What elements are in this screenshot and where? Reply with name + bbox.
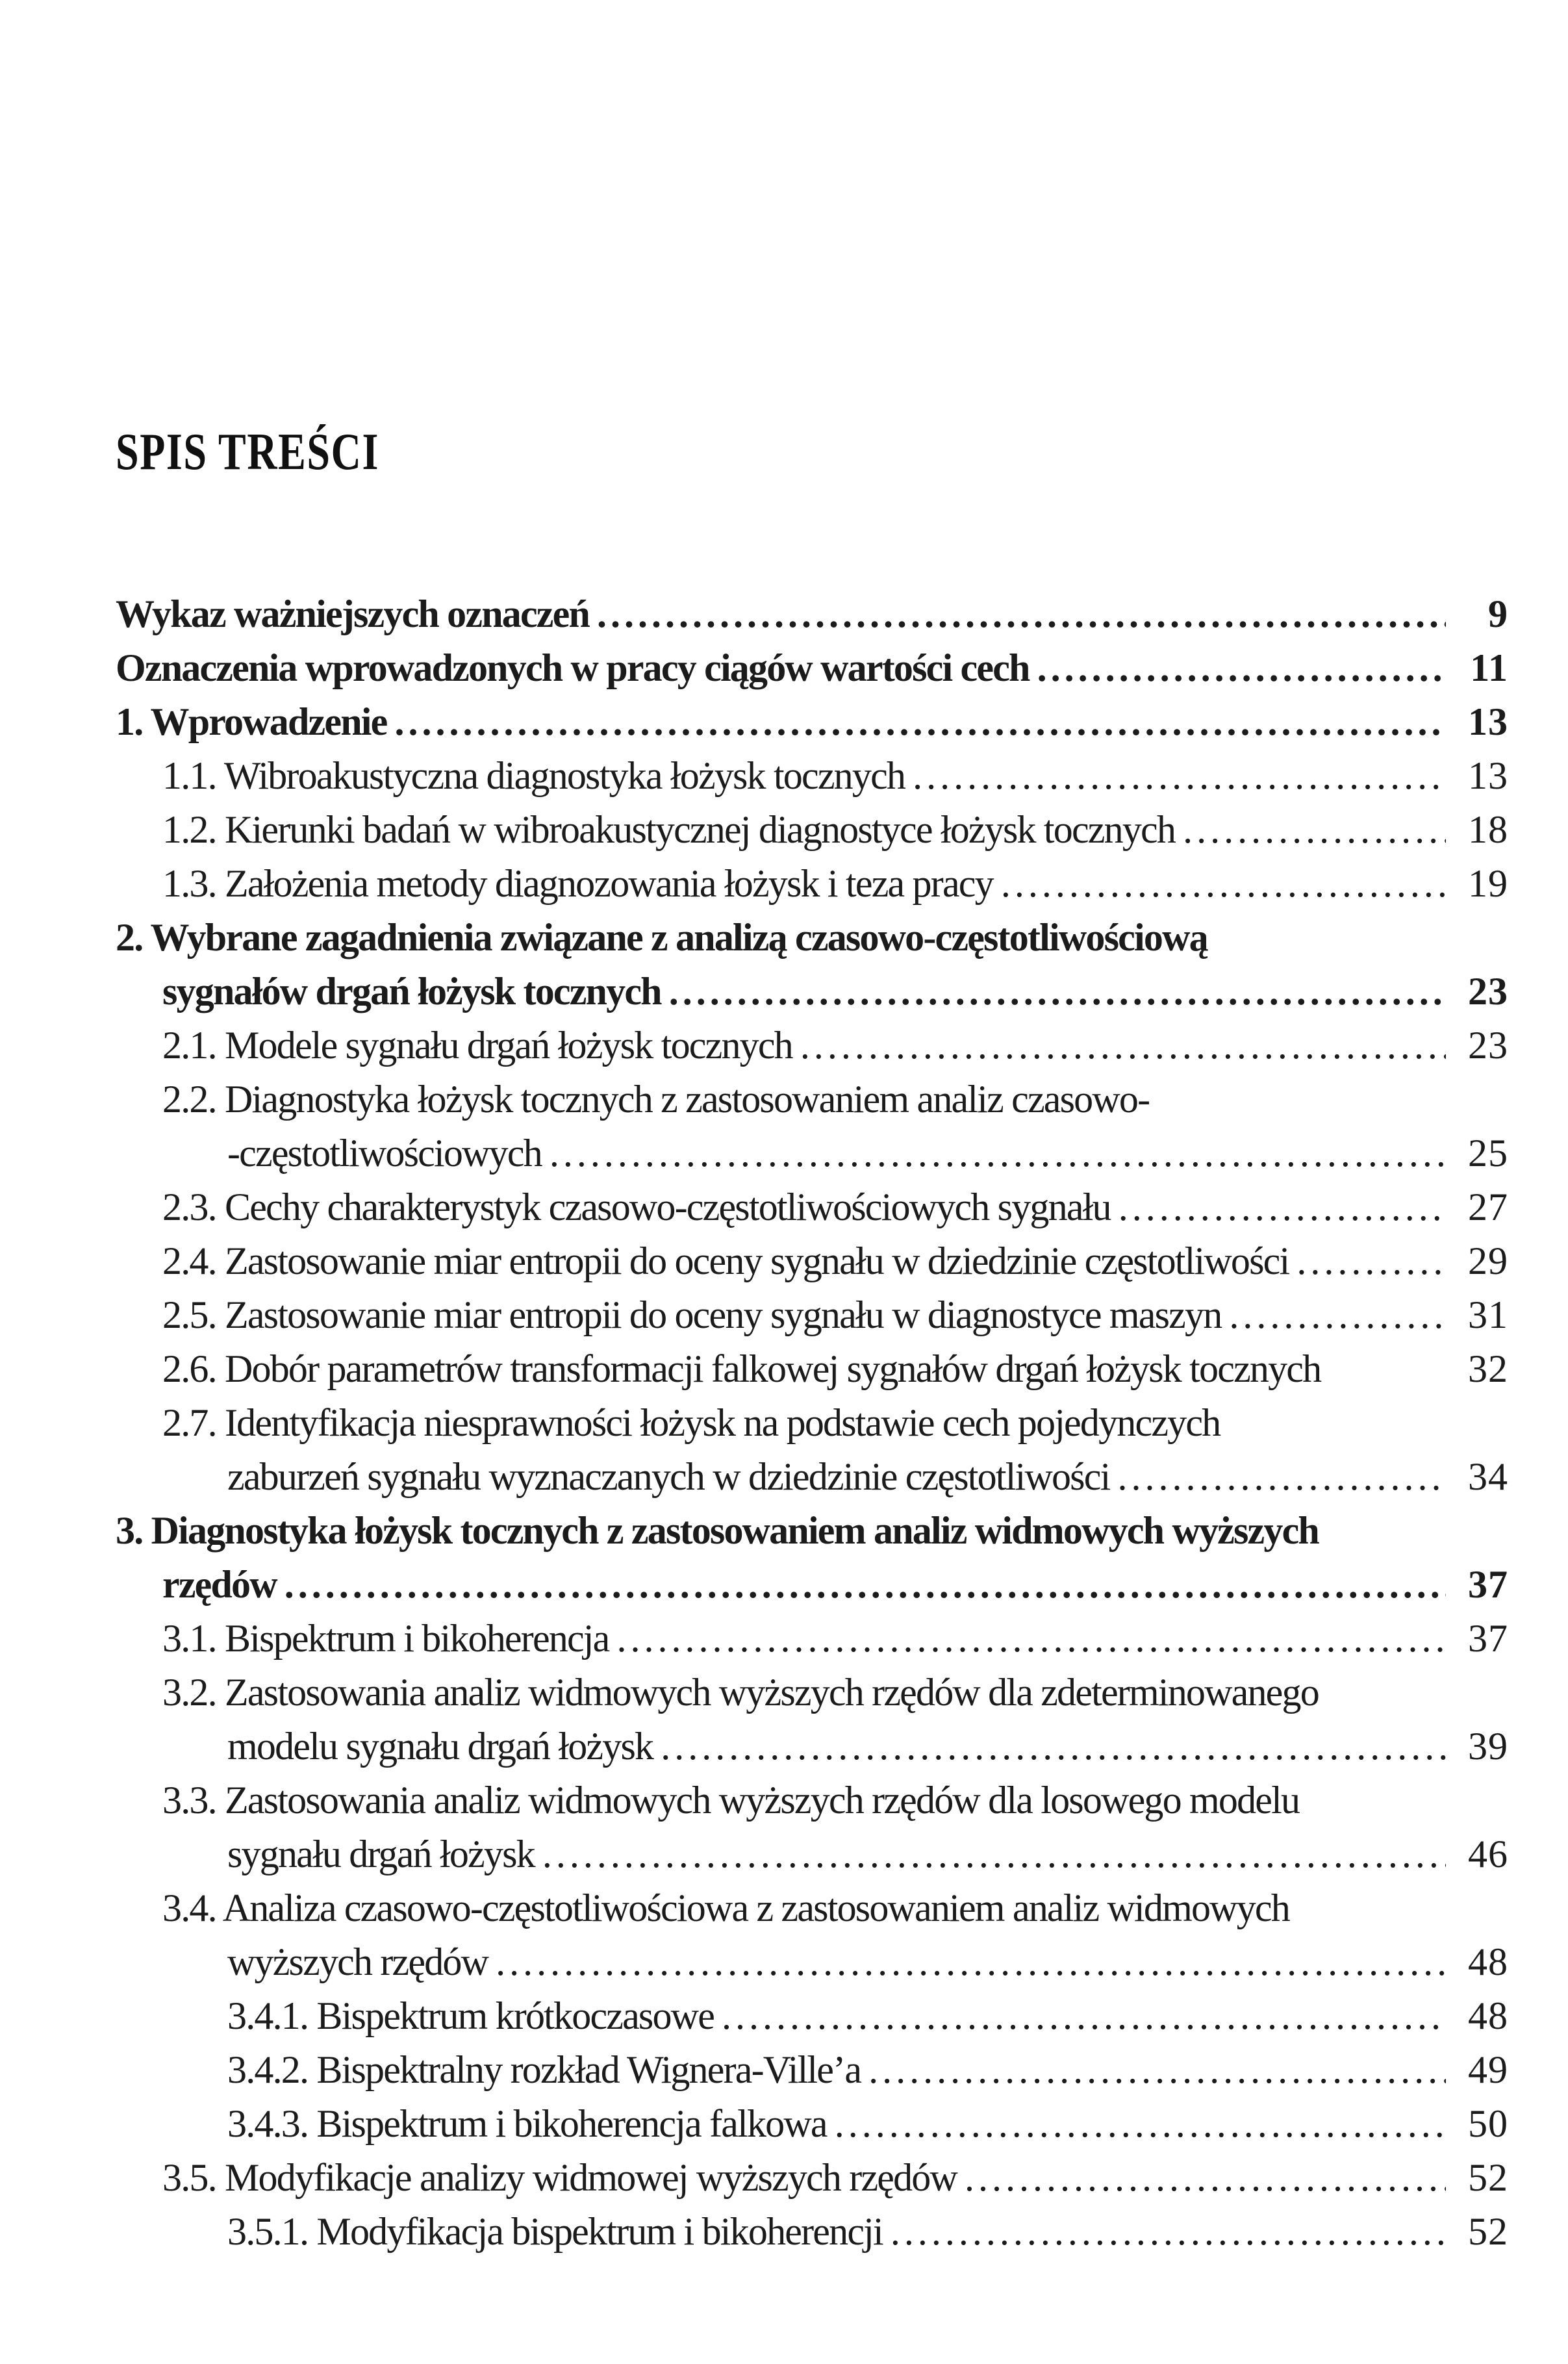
page-number: 37: [1468, 1563, 1508, 1606]
page-number: 11: [1470, 646, 1508, 689]
page-number: 19: [1468, 862, 1508, 905]
page-number: 13: [1468, 700, 1508, 743]
page-number: 37: [1468, 1617, 1508, 1660]
toc-entry-text: modelu sygnału drgań łożysk: [227, 1725, 653, 1768]
toc-entry: [116, 803, 1508, 857]
toc-entry: [116, 1288, 1508, 1342]
dot-leader: [1119, 1180, 1446, 1234]
dot-leader: [1117, 1450, 1446, 1504]
toc-entry-text: wyższych rzędów: [227, 1940, 488, 1983]
toc-entry-text: 2.7. Identyfikacja niesprawności łożysk na podstawie cech pojedynczych: [162, 1401, 1220, 1444]
toc-entry: [116, 1989, 1508, 2043]
dot-leader: [550, 1126, 1446, 1180]
toc-entry: [116, 2205, 1508, 2259]
toc-entry: [116, 2043, 1508, 2097]
toc-entry: [116, 1827, 1508, 1881]
toc-entry-text: 2.5. Zastosowanie miar entropii do oceny sygnału w diagnostyce maszyn: [162, 1293, 1222, 1336]
page-number: 32: [1468, 1347, 1508, 1390]
page-number: 34: [1468, 1455, 1508, 1498]
dot-leader: [1183, 803, 1446, 857]
page-number: 27: [1468, 1186, 1508, 1228]
toc-entry-text: 3. Diagnostyka łożysk tocznych z zastosowaniem analiz widmowych wyższych: [116, 1509, 1319, 1552]
toc-entry-text: 2. Wybrane zagadnienia związane z analizą czasowo-częstotliwościową: [116, 916, 1208, 959]
toc-entry-text: sygnału drgań łożysk: [227, 1833, 535, 1875]
dot-leader: [891, 2205, 1446, 2259]
page-number: 49: [1468, 2048, 1508, 2091]
dot-leader: [1037, 641, 1446, 695]
toc-entry: [116, 1126, 1508, 1180]
page-number: 23: [1468, 1024, 1508, 1067]
page-number: 9: [1488, 592, 1508, 635]
page-number: 48: [1468, 1940, 1508, 1983]
toc-entry-text: 3.4.1. Bispektrum krótkoczasowe: [227, 1994, 714, 2037]
page-number: 31: [1468, 1293, 1508, 1336]
dot-leader: [835, 2097, 1446, 2151]
toc-entry: [116, 1450, 1508, 1504]
toc-entry-text: 1.2. Kierunki badań w wibroakustycznej diagnostyce łożysk tocznych: [162, 808, 1176, 851]
toc-entry-text: Oznaczenia wprowadzonych w pracy ciągów wartości cech: [116, 646, 1030, 689]
toc-entry-text: 3.4.3. Bispektrum i bikoherencja falkowa: [227, 2102, 827, 2145]
toc-entry: [116, 1558, 1508, 1612]
dot-leader: [722, 1989, 1446, 2043]
page-number: 13: [1468, 754, 1508, 797]
page-number: 39: [1468, 1725, 1508, 1768]
toc-entry: [116, 1019, 1508, 1073]
page-number: 52: [1468, 2156, 1508, 2199]
toc-entry: [116, 695, 1508, 749]
dot-leader: [661, 1720, 1446, 1773]
toc-entry-text: 2.1. Modele sygnału drgań łożysk tocznych: [162, 1024, 792, 1067]
page-number: 50: [1468, 2102, 1508, 2145]
dot-leader: [1229, 1288, 1446, 1342]
toc-entry-text: 3.5.1. Modyfikacja bispektrum i bikoherencji: [227, 2210, 883, 2253]
dot-leader: [597, 587, 1446, 641]
toc-entry: [116, 1234, 1508, 1288]
page-number: 46: [1468, 1833, 1508, 1875]
toc-entry: [116, 1180, 1508, 1234]
toc-entry: [116, 587, 1508, 641]
page-number: 52: [1468, 2210, 1508, 2253]
dot-leader: [965, 2151, 1446, 2205]
toc-entry: [116, 1612, 1508, 1666]
toc-entry: [116, 1935, 1508, 1989]
toc-entry-text: 3.4.2. Bispektralny rozkład Wignera-Ville’a: [227, 2048, 861, 2091]
dot-leader: [617, 1612, 1446, 1666]
toc-entry-text: 1. Wprowadzenie: [116, 700, 387, 743]
dot-leader: [868, 2043, 1446, 2097]
toc-entry: [116, 1773, 1508, 1827]
page-number: 23: [1468, 970, 1508, 1013]
toc-entry-text: 3.1. Bispektrum i bikoherencja: [162, 1617, 609, 1660]
toc-entry: [116, 2151, 1508, 2205]
toc-list: [0, 587, 1568, 2259]
page-title: SPIS TREŚCI: [116, 424, 379, 481]
toc-entry-text: 3.2. Zastosowania analiz widmowych wyższych rzędów dla zdeterminowanego: [162, 1671, 1319, 1714]
page-number: 25: [1468, 1132, 1508, 1175]
toc-entry: [116, 1504, 1508, 1558]
toc-entry-text: sygnałów drgań łożysk tocznych: [162, 970, 661, 1013]
toc-entry: [116, 1881, 1508, 1935]
toc-entry-text: 1.3. Założenia metody diagnozowania łożysk i teza pracy: [162, 862, 993, 905]
toc-entry: [116, 857, 1508, 911]
toc-entry: [116, 1720, 1508, 1773]
toc-entry: [116, 1396, 1508, 1450]
page-number: 18: [1468, 808, 1508, 851]
toc-entry: [116, 1666, 1508, 1720]
toc-entry-text: 3.3. Zastosowania analiz widmowych wyższych rzędów dla losowego modelu: [162, 1779, 1300, 1822]
dot-leader: [1001, 857, 1446, 911]
toc-entry: [116, 965, 1508, 1019]
dot-leader: [542, 1827, 1446, 1881]
toc-entry: [116, 1073, 1508, 1126]
dot-leader: [669, 965, 1446, 1019]
dot-leader: [285, 1558, 1446, 1612]
toc-entry-text: Wykaz ważniejszych oznaczeń: [116, 592, 590, 635]
page-number: 29: [1468, 1239, 1508, 1282]
toc-entry-text: 2.2. Diagnostyka łożysk tocznych z zastosowaniem analiz czasowo-: [162, 1078, 1150, 1121]
toc-entry-text: 3.4. Analiza czasowo-częstotliwościowa z zastosowaniem analiz widmowych: [162, 1887, 1289, 1929]
toc-entry: [116, 1342, 1508, 1396]
dot-leader: [496, 1935, 1446, 1989]
dot-leader: [800, 1019, 1446, 1073]
toc-entry-text: 2.6. Dobór parametrów transformacji falkowej sygnałów drgań łożysk tocznych: [162, 1347, 1321, 1390]
toc-entry-text: 2.4. Zastosowanie miar entropii do oceny sygnału w dziedzinie częstotliwości: [162, 1239, 1289, 1282]
dot-leader: [913, 749, 1446, 803]
toc-entry-text: -częstotliwościowych: [227, 1132, 542, 1175]
dot-leader: [394, 695, 1446, 749]
page-number: 48: [1468, 1994, 1508, 2037]
toc-entry: [116, 749, 1508, 803]
toc-entry-text: 3.5. Modyfikacje analizy widmowej wyższych rzędów: [162, 2156, 957, 2199]
toc-entry: [116, 641, 1508, 695]
toc-entry-text: 2.3. Cechy charakterystyk czasowo-częstotliwościowych sygnału: [162, 1186, 1111, 1228]
toc-entry: [116, 911, 1508, 965]
dot-leader: [1296, 1234, 1446, 1288]
toc-entry-text: rzędów: [162, 1563, 277, 1606]
toc-entry-text: 1.1. Wibroakustyczna diagnostyka łożysk tocznych: [162, 754, 905, 797]
toc-entry-text: zaburzeń sygnału wyznaczanych w dziedzinie częstotliwości: [227, 1455, 1110, 1498]
toc-entry: [116, 2097, 1508, 2151]
